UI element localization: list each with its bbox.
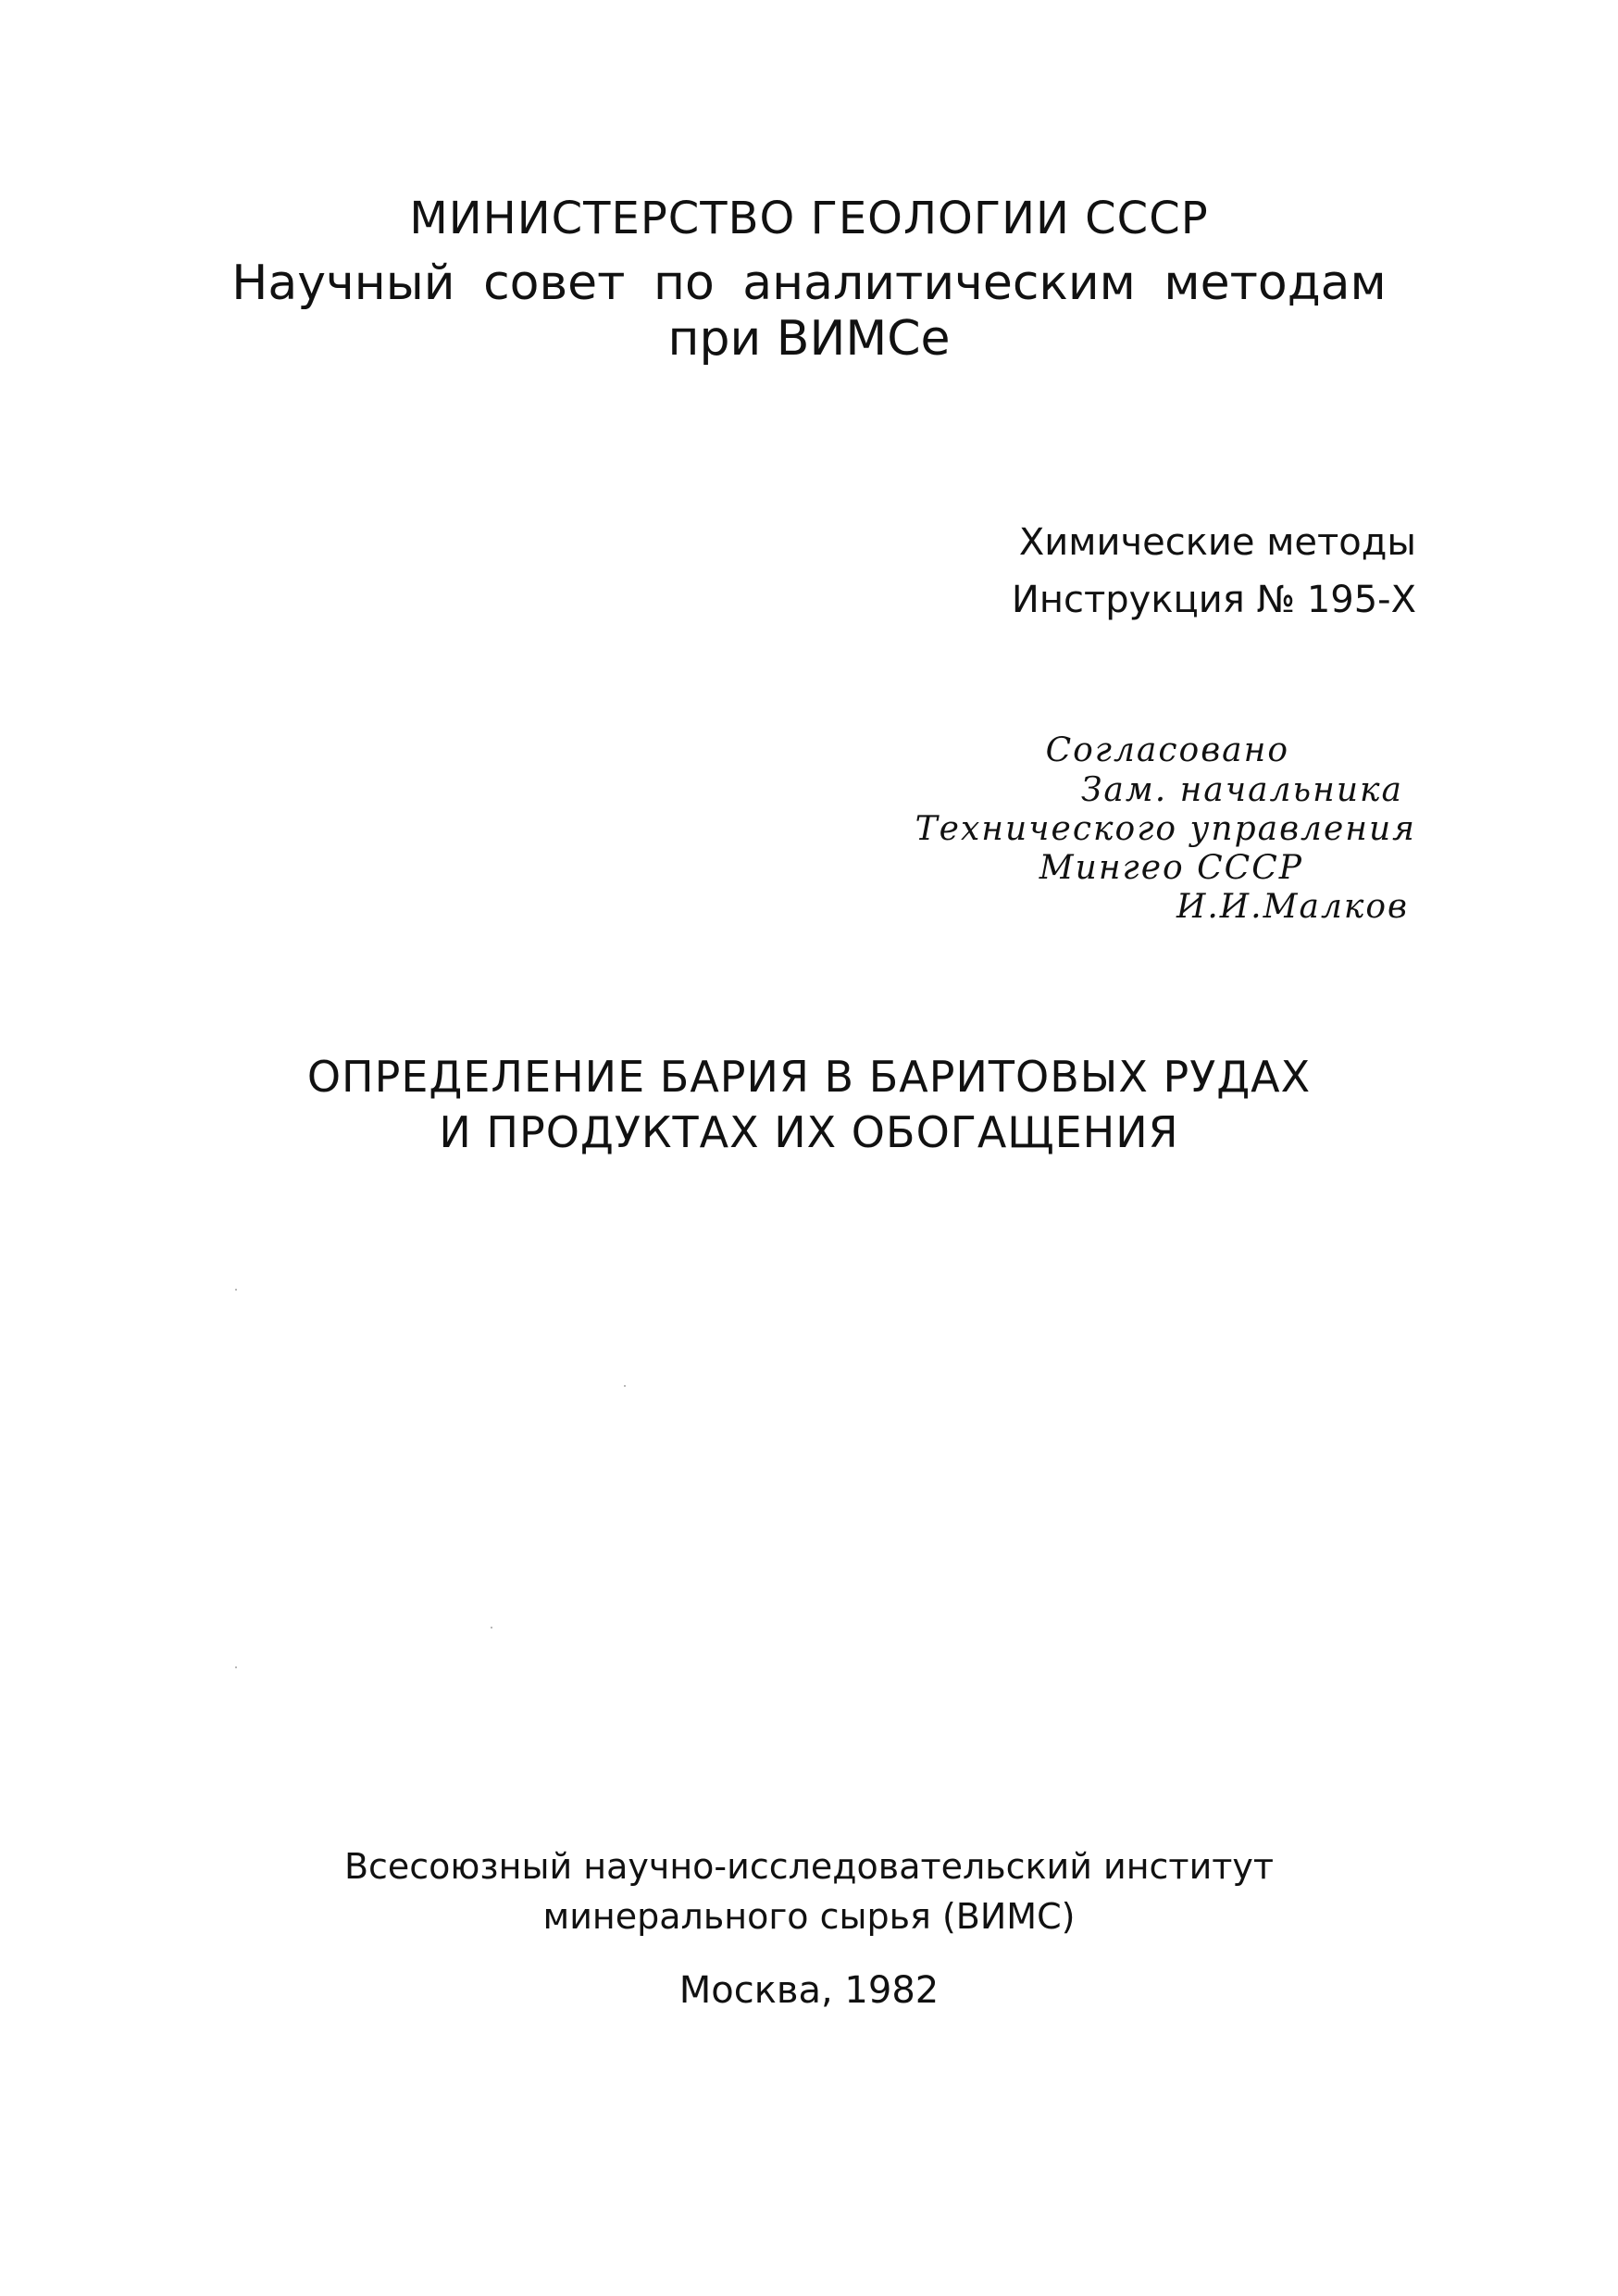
scan-speck xyxy=(235,1666,237,1668)
approval-line3: Технического управления xyxy=(915,810,1416,848)
instruction-number: Инструкция № 195-Х xyxy=(1011,579,1416,621)
scan-speck xyxy=(235,1289,237,1291)
council-heading-line1: Научный совет по аналитическим методам xyxy=(231,256,1387,311)
publisher-line1: Всесоюзный научно-исследовательский институт xyxy=(343,1846,1275,1887)
approval-signatory: И.И.Малков xyxy=(1176,888,1409,926)
ministry-heading: МИНИСТЕРСТВО ГЕОЛОГИИ СССР xyxy=(409,193,1209,244)
place-and-year: Москва, 1982 xyxy=(678,1969,940,2012)
document-title-line1: ОПРЕДЕЛЕНИЕ БАРИЯ В БАРИТОВЫХ РУДАХ xyxy=(306,1052,1312,1102)
scan-speck xyxy=(624,1385,626,1387)
publisher-line2: минерального сырья (ВИМС) xyxy=(542,1896,1076,1937)
document-title-line2: И ПРОДУКТАХ ИХ ОБОГАЩЕНИЯ xyxy=(439,1107,1179,1157)
approval-line2: Зам. начальника xyxy=(1080,771,1403,809)
approval-line4: Мингео СССР xyxy=(1039,849,1303,887)
series-category: Химические методы xyxy=(1018,521,1416,564)
scan-speck xyxy=(491,1627,492,1628)
council-heading-line2: при ВИМСе xyxy=(667,311,951,367)
approval-line1: Согласовано xyxy=(1045,731,1289,769)
